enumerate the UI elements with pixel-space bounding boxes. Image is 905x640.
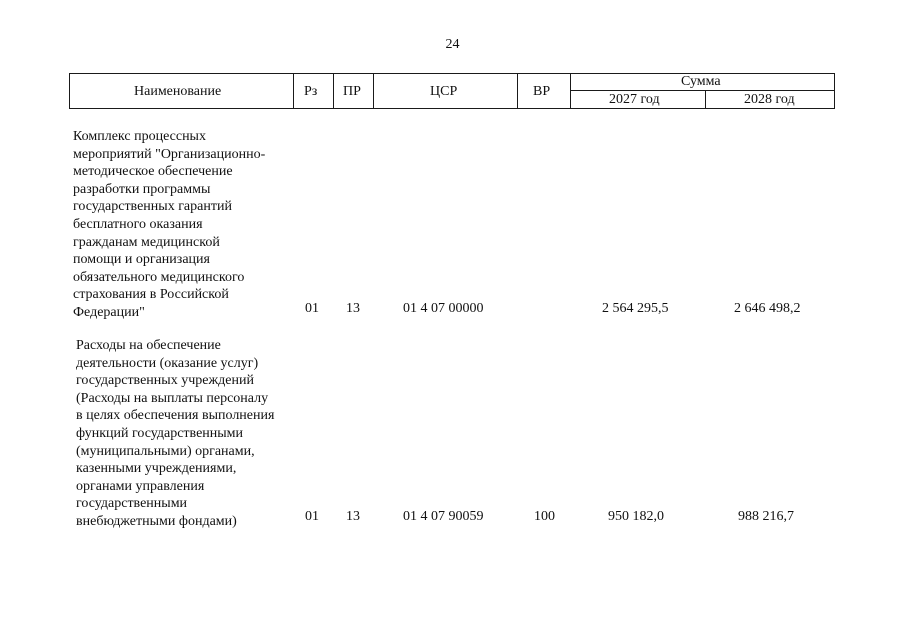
row-pr: 13 bbox=[346, 509, 360, 524]
row-name-line: Комплекс процессных bbox=[73, 129, 206, 144]
row-name-line: деятельности (оказание услуг) bbox=[76, 355, 259, 371]
col-border-rz bbox=[293, 73, 294, 109]
row-name-line: государственных учреждений bbox=[76, 373, 254, 389]
row-rz: 01 bbox=[305, 301, 319, 316]
row-vr: 100 bbox=[534, 509, 555, 524]
row-name-line: Расходы на обеспечение bbox=[76, 338, 221, 353]
row-csr: 01 4 07 90059 bbox=[403, 509, 484, 524]
header-name: Наименование bbox=[134, 84, 222, 99]
row-sum-2027: 2 564 295,5 bbox=[602, 301, 669, 316]
header-year-2027: 2027 год bbox=[609, 92, 660, 107]
row-sum-2028: 2 646 498,2 bbox=[734, 301, 801, 316]
row-sum-2028: 988 216,7 bbox=[738, 509, 794, 524]
header-vr: ВР bbox=[533, 84, 551, 99]
row-name-line: помощи и организация bbox=[73, 252, 210, 268]
row-name-line: бесплатного оказания bbox=[73, 216, 203, 232]
row-name-line: казенными учреждениями, bbox=[76, 461, 237, 477]
row-pr: 13 bbox=[346, 301, 360, 316]
header-year-2028: 2028 год bbox=[744, 92, 795, 107]
row-name-line: внебюджетными фондами) bbox=[76, 513, 237, 529]
col-border-pr bbox=[333, 73, 334, 109]
row-name-line: функций государственными bbox=[76, 425, 244, 441]
page-number: 24 bbox=[445, 37, 460, 52]
row-name-line: государственных гарантий bbox=[73, 199, 232, 215]
row-name-line: Федерации" bbox=[73, 304, 145, 320]
col-border-sum bbox=[570, 73, 571, 109]
row-csr: 01 4 07 00000 bbox=[403, 301, 484, 316]
row-name bbox=[73, 128, 265, 322]
row-rz: 01 bbox=[305, 509, 319, 524]
row-name-line: методическое обеспечение bbox=[73, 164, 233, 180]
row-name-line: гражданам медицинской bbox=[73, 234, 220, 250]
row-name-line: (Расходы на выплаты персоналу bbox=[76, 390, 269, 406]
header-bottom-border bbox=[69, 108, 835, 109]
row-name-line: органами управления bbox=[76, 478, 205, 494]
col-border-right bbox=[834, 73, 835, 109]
col-border-csr bbox=[373, 73, 374, 109]
sum-divider-line bbox=[570, 90, 835, 91]
col-border-years bbox=[705, 90, 706, 109]
row-name-line: (муниципальными) органами, bbox=[76, 443, 255, 459]
header-csr: ЦСР bbox=[430, 84, 458, 99]
row-sum-2027: 950 182,0 bbox=[608, 509, 664, 524]
col-border-left bbox=[69, 73, 70, 109]
row-name bbox=[76, 337, 274, 531]
row-name-line: государственными bbox=[76, 496, 188, 512]
header-sum: Сумма bbox=[681, 74, 721, 89]
row-name-line: мероприятий "Организационно- bbox=[73, 146, 266, 162]
row-name-line: обязательного медицинского bbox=[73, 269, 245, 285]
col-border-vr bbox=[517, 73, 518, 109]
row-name-line: разработки программы bbox=[73, 181, 211, 197]
header-rz: Рз bbox=[304, 84, 318, 99]
row-name-line: страхования в Российской bbox=[73, 287, 229, 303]
header-pr: ПР bbox=[343, 84, 361, 99]
row-name-line: в целях обеспечения выполнения bbox=[76, 408, 275, 424]
